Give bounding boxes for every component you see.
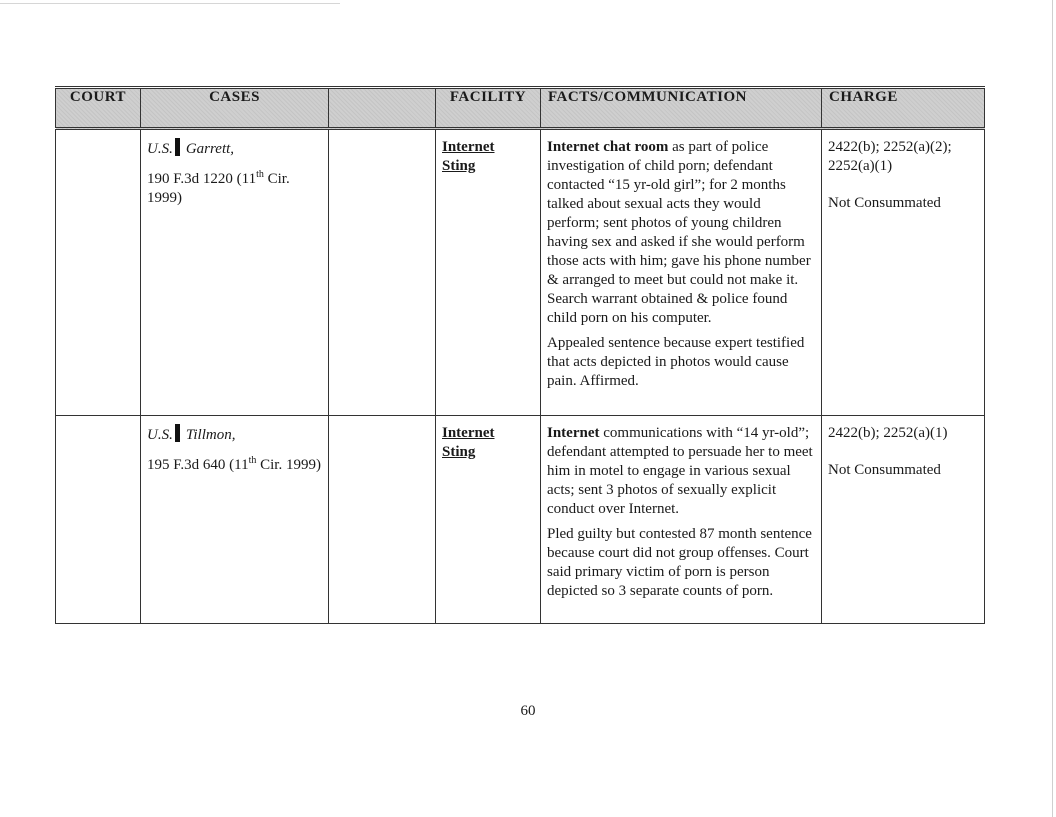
- facts-paragraph: Pled guilty but contested 87 month sentence because court did not group offenses. Court said primary victim of porn is person depicted so 3 separate counts of porn.: [547, 526, 812, 599]
- charge-status: Not Consummated: [828, 195, 941, 211]
- facility-cell: [436, 129, 541, 416]
- facts-paragraph: Internet chat room as part of police investigation of child porn; defendant contacted “15 yr-old girl”; for 2 months talked about sexual acts they would perform; sent photos of young children having sex and asked if she would perform those acts with him; gave his phone number & arranged to meet but could not make it. Search warrant obtained & police found child porn on his computer.: [547, 139, 811, 326]
- blank-cell: [329, 416, 436, 624]
- redaction-mark: [175, 138, 180, 156]
- charge-cell: [822, 129, 985, 416]
- charge-statutes: 2422(b); 2252(a)(1): [828, 425, 948, 441]
- page-number: 60: [520, 703, 536, 719]
- table-header-row: [56, 88, 985, 129]
- charge-statutes: 2422(b); 2252(a)(2); 2252(a)(1): [828, 139, 952, 174]
- facility-label: Internet: [442, 425, 495, 441]
- header-facility: FACILITY: [436, 88, 541, 129]
- case-cell: [141, 129, 329, 416]
- facility-label: Sting: [442, 444, 476, 460]
- table-row: [56, 416, 985, 624]
- facts-cell: [541, 416, 822, 624]
- facts-paragraph: Appealed sentence because expert testified that acts depicted in photos would cause pain. Affirmed.: [547, 335, 805, 389]
- case-title: U.S. Garrett,: [147, 138, 322, 159]
- table-row: [56, 129, 985, 416]
- case-citation: 190 F.3d 1220 (11th Cir. 1999): [147, 169, 290, 206]
- charge-status: Not Consummated: [828, 462, 941, 478]
- header-cases: CASES: [141, 88, 329, 129]
- scan-edge-line: [1052, 0, 1053, 817]
- court-cell: [56, 416, 141, 624]
- case-citation: 195 F.3d 640 (11th Cir. 1999): [147, 455, 321, 473]
- facts-cell: [541, 129, 822, 416]
- case-cell: [141, 416, 329, 624]
- blank-cell: [329, 129, 436, 416]
- facts-paragraph: Internet communications with “14 yr-old”; defendant attempted to persuade her to meet him in motel to engage in various sexual acts; sent 3 photos of sexually explicit conduct over Internet.: [547, 425, 813, 517]
- court-cell: [56, 129, 141, 416]
- scan-edge-line: [0, 3, 340, 4]
- header-charge: CHARGE: [822, 88, 985, 129]
- case-title: U.S. Tillmon,: [147, 424, 322, 445]
- charge-cell: [822, 416, 985, 624]
- facility-label: Sting: [442, 158, 476, 174]
- cases-table: [55, 86, 985, 624]
- facility-label: Internet: [442, 139, 495, 155]
- redaction-mark: [175, 424, 180, 442]
- header-facts: FACTS/COMMUNICATION: [541, 88, 822, 129]
- header-blank: [329, 88, 436, 129]
- facility-cell: [436, 416, 541, 624]
- header-court: COURT: [56, 88, 141, 129]
